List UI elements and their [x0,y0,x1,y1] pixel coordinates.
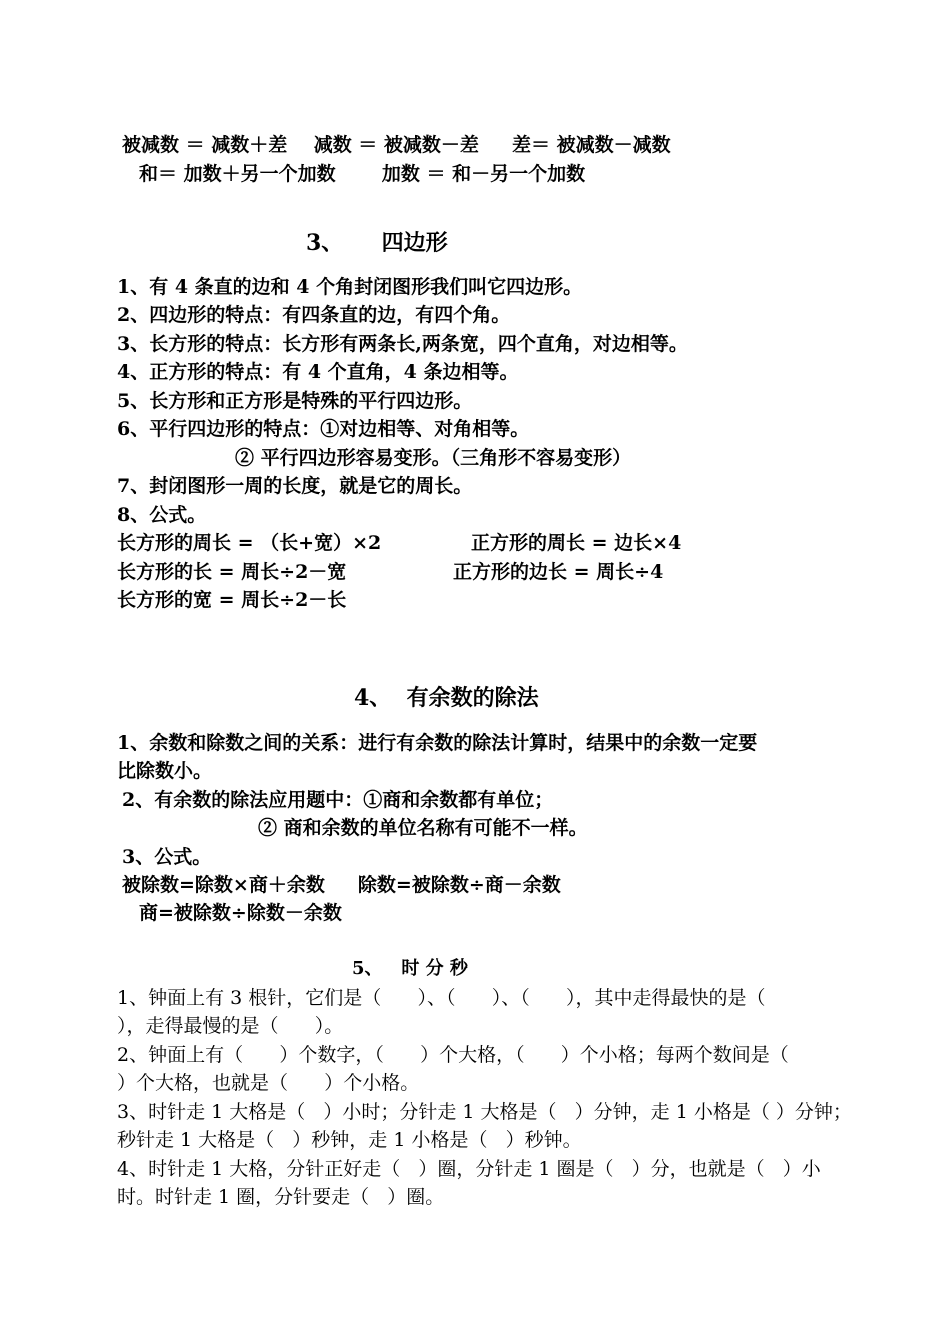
section4-item-3: 3、公式。 [122,846,212,868]
formula-square-side: 正方形的边长 = 周长÷4 [453,561,664,583]
section5-q3: 3、时针走 1 大格是（ ）小时；分针走 1 大格是（ ）分钟，走 1 小格是（ ）分钟； [117,1101,852,1123]
section3-item-8: 8、公式。 [117,504,207,526]
section3-item-1: 1、有 4 条直的边和 4 个角封闭图形我们叫它四边形。 [117,276,583,298]
section5-q2: 2、钟面上有（ ）个数字，（ ）个大格，（ ）个小格；每两个数间是（ [117,1044,789,1066]
section3-item-2: 2、四边形的特点：有四条直的边，有四个角。 [117,304,511,326]
section3-title: 3、 四边形 [306,230,448,256]
section3-item-6: 6、平行四边形的特点：①对边相等、对角相等。 [117,418,530,440]
section4-item-2: 2、有余数的除法应用题中：①商和余数都有单位； [122,789,554,811]
section3-item-4: 4、正方形的特点：有 4 个直角，4 条边相等。 [117,361,519,383]
section5-q4: 4、时针走 1 大格，分针正好走（ ）圈，分针走 1 圈是（ ）分，也就是（ ）小 [117,1158,821,1180]
section4-formula-2: 商=被除数÷除数－余数 [139,902,342,924]
section4-item-1: 1、余数和除数之间的关系：进行有余数的除法计算时，结果中的余数一定要 [117,732,758,754]
section5-q1: 1、钟面上有 3 根针，它们是（ ）、（ ）、（ ），其中走得最快的是（ [117,987,766,1009]
section4-item-1-cont: 比除数小。 [117,760,213,782]
formula-rect-width: 长方形的宽 = 周长÷2－长 [117,589,347,611]
section5-q2-cont: ）个大格，也就是（ ）个小格。 [117,1072,420,1094]
section5-title: 5、 时 分 秒 [352,958,468,979]
formula-addition: 和＝ 加数＋另一个加数 加数 ＝ 和－另一个加数 [139,163,586,185]
formula-rect-perimeter: 长方形的周长 = （长+宽）×2 [117,532,382,554]
section4-item-2b: ② 商和余数的单位名称有可能不一样。 [258,817,588,839]
section4-title: 4、 有余数的除法 [354,685,539,711]
section3-item-3: 3、长方形的特点：长方形有两条长,两条宽，四个直角，对边相等。 [117,333,688,355]
section5-q4-cont: 时。时针走 1 圈，分针要走（ ）圈。 [117,1186,445,1208]
formula-rect-length: 长方形的长 = 周长÷2－宽 [117,561,347,583]
section5-q3-cont: 秒针走 1 大格是（ ）秒钟，走 1 小格是（ ）秒钟。 [117,1129,582,1151]
section4-formula-1: 被除数=除数×商＋余数 除数=被除数÷商－余数 [122,874,561,896]
section5-q1-cont: ），走得最慢的是（ ）。 [117,1015,344,1037]
section3-item-6b: ② 平行四边形容易变形。（三角形不容易变形） [235,447,632,469]
formula-square-perimeter: 正方形的周长 = 边长×4 [471,532,682,554]
formula-subtraction: 被减数 ＝ 减数＋差 减数 ＝ 被减数－差 差＝ 被减数－减数 [122,134,671,156]
section3-item-5: 5、长方形和正方形是特殊的平行四边形。 [117,390,473,412]
section3-item-7: 7、封闭图形一周的长度，就是它的周长。 [117,475,473,497]
